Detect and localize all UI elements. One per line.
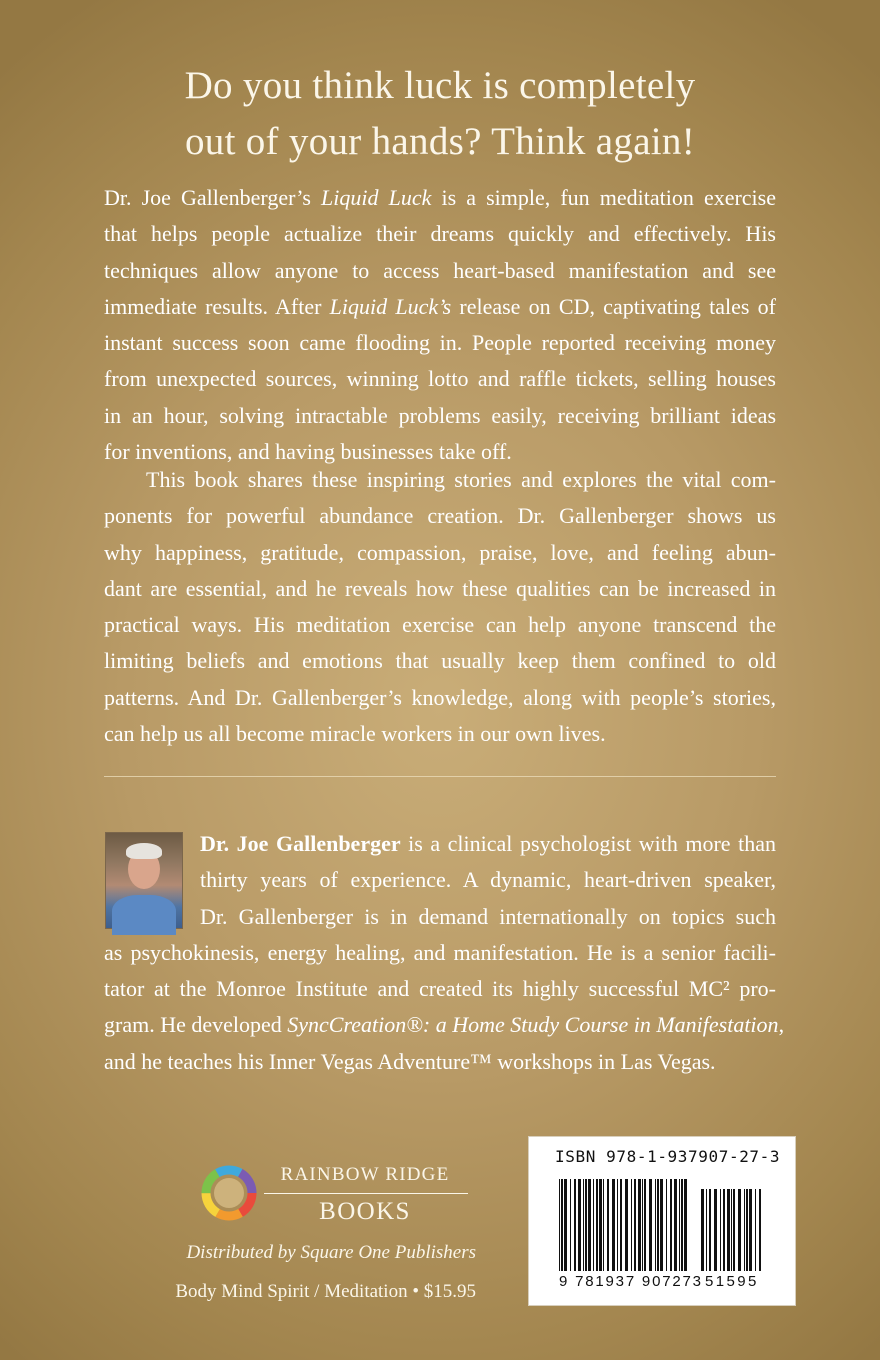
description-paragraph-2 xyxy=(104,462,776,752)
text-line: instant success soon came flooding in. People reported receiving money xyxy=(104,330,776,356)
isbn-label: ISBN 978-1-937907-27-3 xyxy=(555,1147,781,1166)
barcode-box xyxy=(528,1136,796,1306)
publisher-name-top: RAINBOW RIDGE xyxy=(280,1164,450,1185)
text-line: ponents for powerful abundance creation. Dr. Gallenberger shows us xyxy=(104,503,776,529)
text-line: why happiness, gratitude, compassion, praise, love, and feeling abun- xyxy=(104,539,776,565)
text-line: for inventions, and having businesses take off. xyxy=(104,439,512,465)
book-title: Liquid Luck’s xyxy=(329,293,452,319)
headline-line-2: out of your hands? Think again! xyxy=(184,120,696,163)
text-line: in an hour, solving intractable problems easily, receiving brilliant ideas xyxy=(104,402,776,428)
text-line: limiting beliefs and emotions that usually keep them confined to old xyxy=(104,648,776,674)
text-line: Dr. Joe Gallenberger is a clinical psychologist with more than xyxy=(200,831,776,856)
author-bio xyxy=(104,826,785,1080)
text-line: Dr. Gallenberger is in demand internationally on topics such xyxy=(200,903,776,929)
barcode-number: 9 781937 907273 xyxy=(559,1273,703,1290)
description-paragraph-1 xyxy=(104,180,776,470)
text-line: thirty years of experience. A dynamic, heart-driven speaker, xyxy=(200,867,776,893)
text-line: techniques allow anyone to access heart-based manifestation and see xyxy=(104,257,776,283)
text-line: dant are essential, and he reveals how these qualities can be increased in xyxy=(104,575,776,601)
rainbow-ring-icon xyxy=(198,1162,260,1224)
category-price: Body Mind Spirit / Meditation • $15.95 xyxy=(175,1281,476,1302)
author-name: Dr. Joe Gallenberger xyxy=(200,831,401,856)
text-line: patterns. And Dr. Gallenberger’s knowledge, along with people’s stories, xyxy=(104,684,776,710)
text-line: and he teaches his Inner Vegas Adventure™ workshops in Las Vegas. xyxy=(104,1048,716,1074)
text-line: Dr. Joe Gallenberger’s Liquid Luck is a simple, fun meditation exercise xyxy=(104,185,776,210)
text-line: immediate results. After Liquid Luck’s release on CD, captivating tales of xyxy=(104,293,776,319)
distributor-line: Distributed by Square One Publishers xyxy=(186,1242,476,1263)
text-line: as psychokinesis, energy healing, and manifestation. He is a senior facili- xyxy=(104,939,776,965)
publisher-name-bottom: BOOKS xyxy=(319,1198,411,1225)
headline xyxy=(0,58,880,170)
text-line: practical ways. His meditation exercise can help anyone transcend the xyxy=(104,612,776,638)
text-line: This book shares these inspiring stories and explores the vital com- xyxy=(146,467,776,492)
publisher-block xyxy=(198,1162,488,1232)
headline-line-1: Do you think luck is completely xyxy=(184,64,696,107)
book-title: Liquid Luck xyxy=(321,185,432,210)
text-line: tator at the Monroe Institute and created its highly successful MC² pro- xyxy=(104,976,776,1002)
publisher-rule xyxy=(264,1193,468,1194)
course-title: SyncCreation®: a Home Study Course in Manifestation xyxy=(287,1012,779,1038)
text-line: that helps people actualize their dreams quickly and effectively. His xyxy=(104,221,776,247)
text-line: from unexpected sources, winning lotto and raffle tickets, selling houses xyxy=(104,366,776,392)
barcode-addon-number: 51595 xyxy=(705,1273,759,1290)
text-line: gram. He developed SyncCreation®: a Home Study Course in Manifestation, xyxy=(104,1012,785,1038)
section-divider xyxy=(104,776,776,777)
text-line: can help us all become miracle workers in our own lives. xyxy=(104,721,606,747)
